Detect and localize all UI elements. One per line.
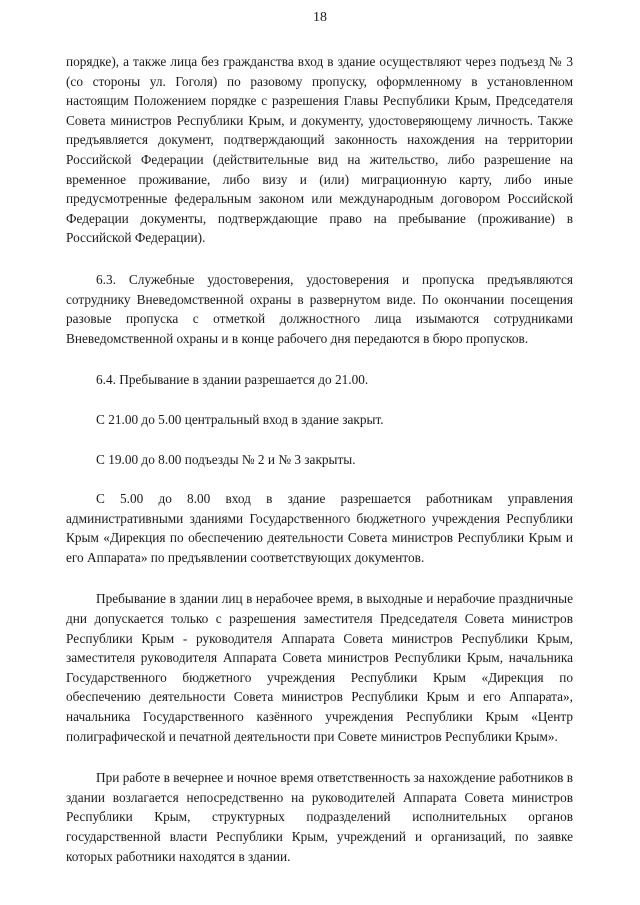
paragraph-early-access: С 5.00 до 8.00 вход в здание разрешается работникам управления административными зданиями Государственного бюджетного учреждения Республики Крым «Дирекция по обеспечению деятельности Совета министров Республики Крым и его Аппарата» по предъявлении соответствующих документов.	[66, 491, 573, 565]
paragraph-6-4: 6.4. Пребывание в здании разрешается до 21.00.	[96, 372, 369, 388]
paragraph-entrances-closed: С 19.00 до 8.00 подъезды № 2 и № 3 закрыты.	[96, 451, 356, 467]
paragraph-responsibility: При работе в вечернее и ночное время ответственность за нахождение работников в здании возлагается непосредственно на руководителей Аппарата Совета министров Республики Крым, структурных подразделений исполнительных органов государственной власти Республики Крым, учреждений и организаций, по заявке которых работники находятся в здании.	[66, 770, 573, 864]
document-body	[66, 52, 573, 866]
paragraph-off-hours: Пребывание в здании лиц в нерабочее время, в выходные и нерабочие праздничные дни допускается только с разрешения заместителя Председателя Совета министров Республики Крым - руководителя Аппарата Совета министров Республики Крым, заместителя руководителя Аппарата Совета министров Республики Крым, начальника Государственного бюджетного учреждения Республики Крым «Дирекция по обеспечению деятельности Совета министров Республики Крым и его Аппарата», начальника Государственного казённого учреждения Республики Крым «Центр полиграфической и печатной деятельности при Совете министров Республики Крым».	[66, 591, 573, 744]
page-number: 18	[313, 10, 327, 25]
paragraph-continuation: порядке), а также лица без гражданства вход в здание осуществляют через подъезд № 3 (со стороны ул. Гоголя) по разовому пропуску, оформленному в установленном настоящим Положением порядке с разрешения Главы Республики Крым, Председателя Совета министров Республики Крым, и документу, удостоверяющему личность. Также предъявляется документ, подтверждающий законность нахождения на территории Российской Федерации (действительные вид на жительство, либо разрешение на временное проживание, либо визу и (или) миграционную карту, либо иные предусмотренные федеральным законом или международным договором Российской Федерации документы, подтверждающие право на пребывание (проживание) в Российской Федерации).	[66, 54, 573, 246]
paragraph-6-3: 6.3. Служебные удостоверения, удостоверения и пропуска предъявляются сотруднику Вневедомственной охраны в развернутом виде. По окончании посещения разовые пропуска с отметкой должностного лица изымаются сотрудниками Вневедомственной охраны и в конце рабочего дня передаются в бюро пропусков.	[66, 271, 573, 346]
paragraph-central-entrance: С 21.00 до 5.00 центральный вход в здание закрыт.	[96, 411, 384, 427]
